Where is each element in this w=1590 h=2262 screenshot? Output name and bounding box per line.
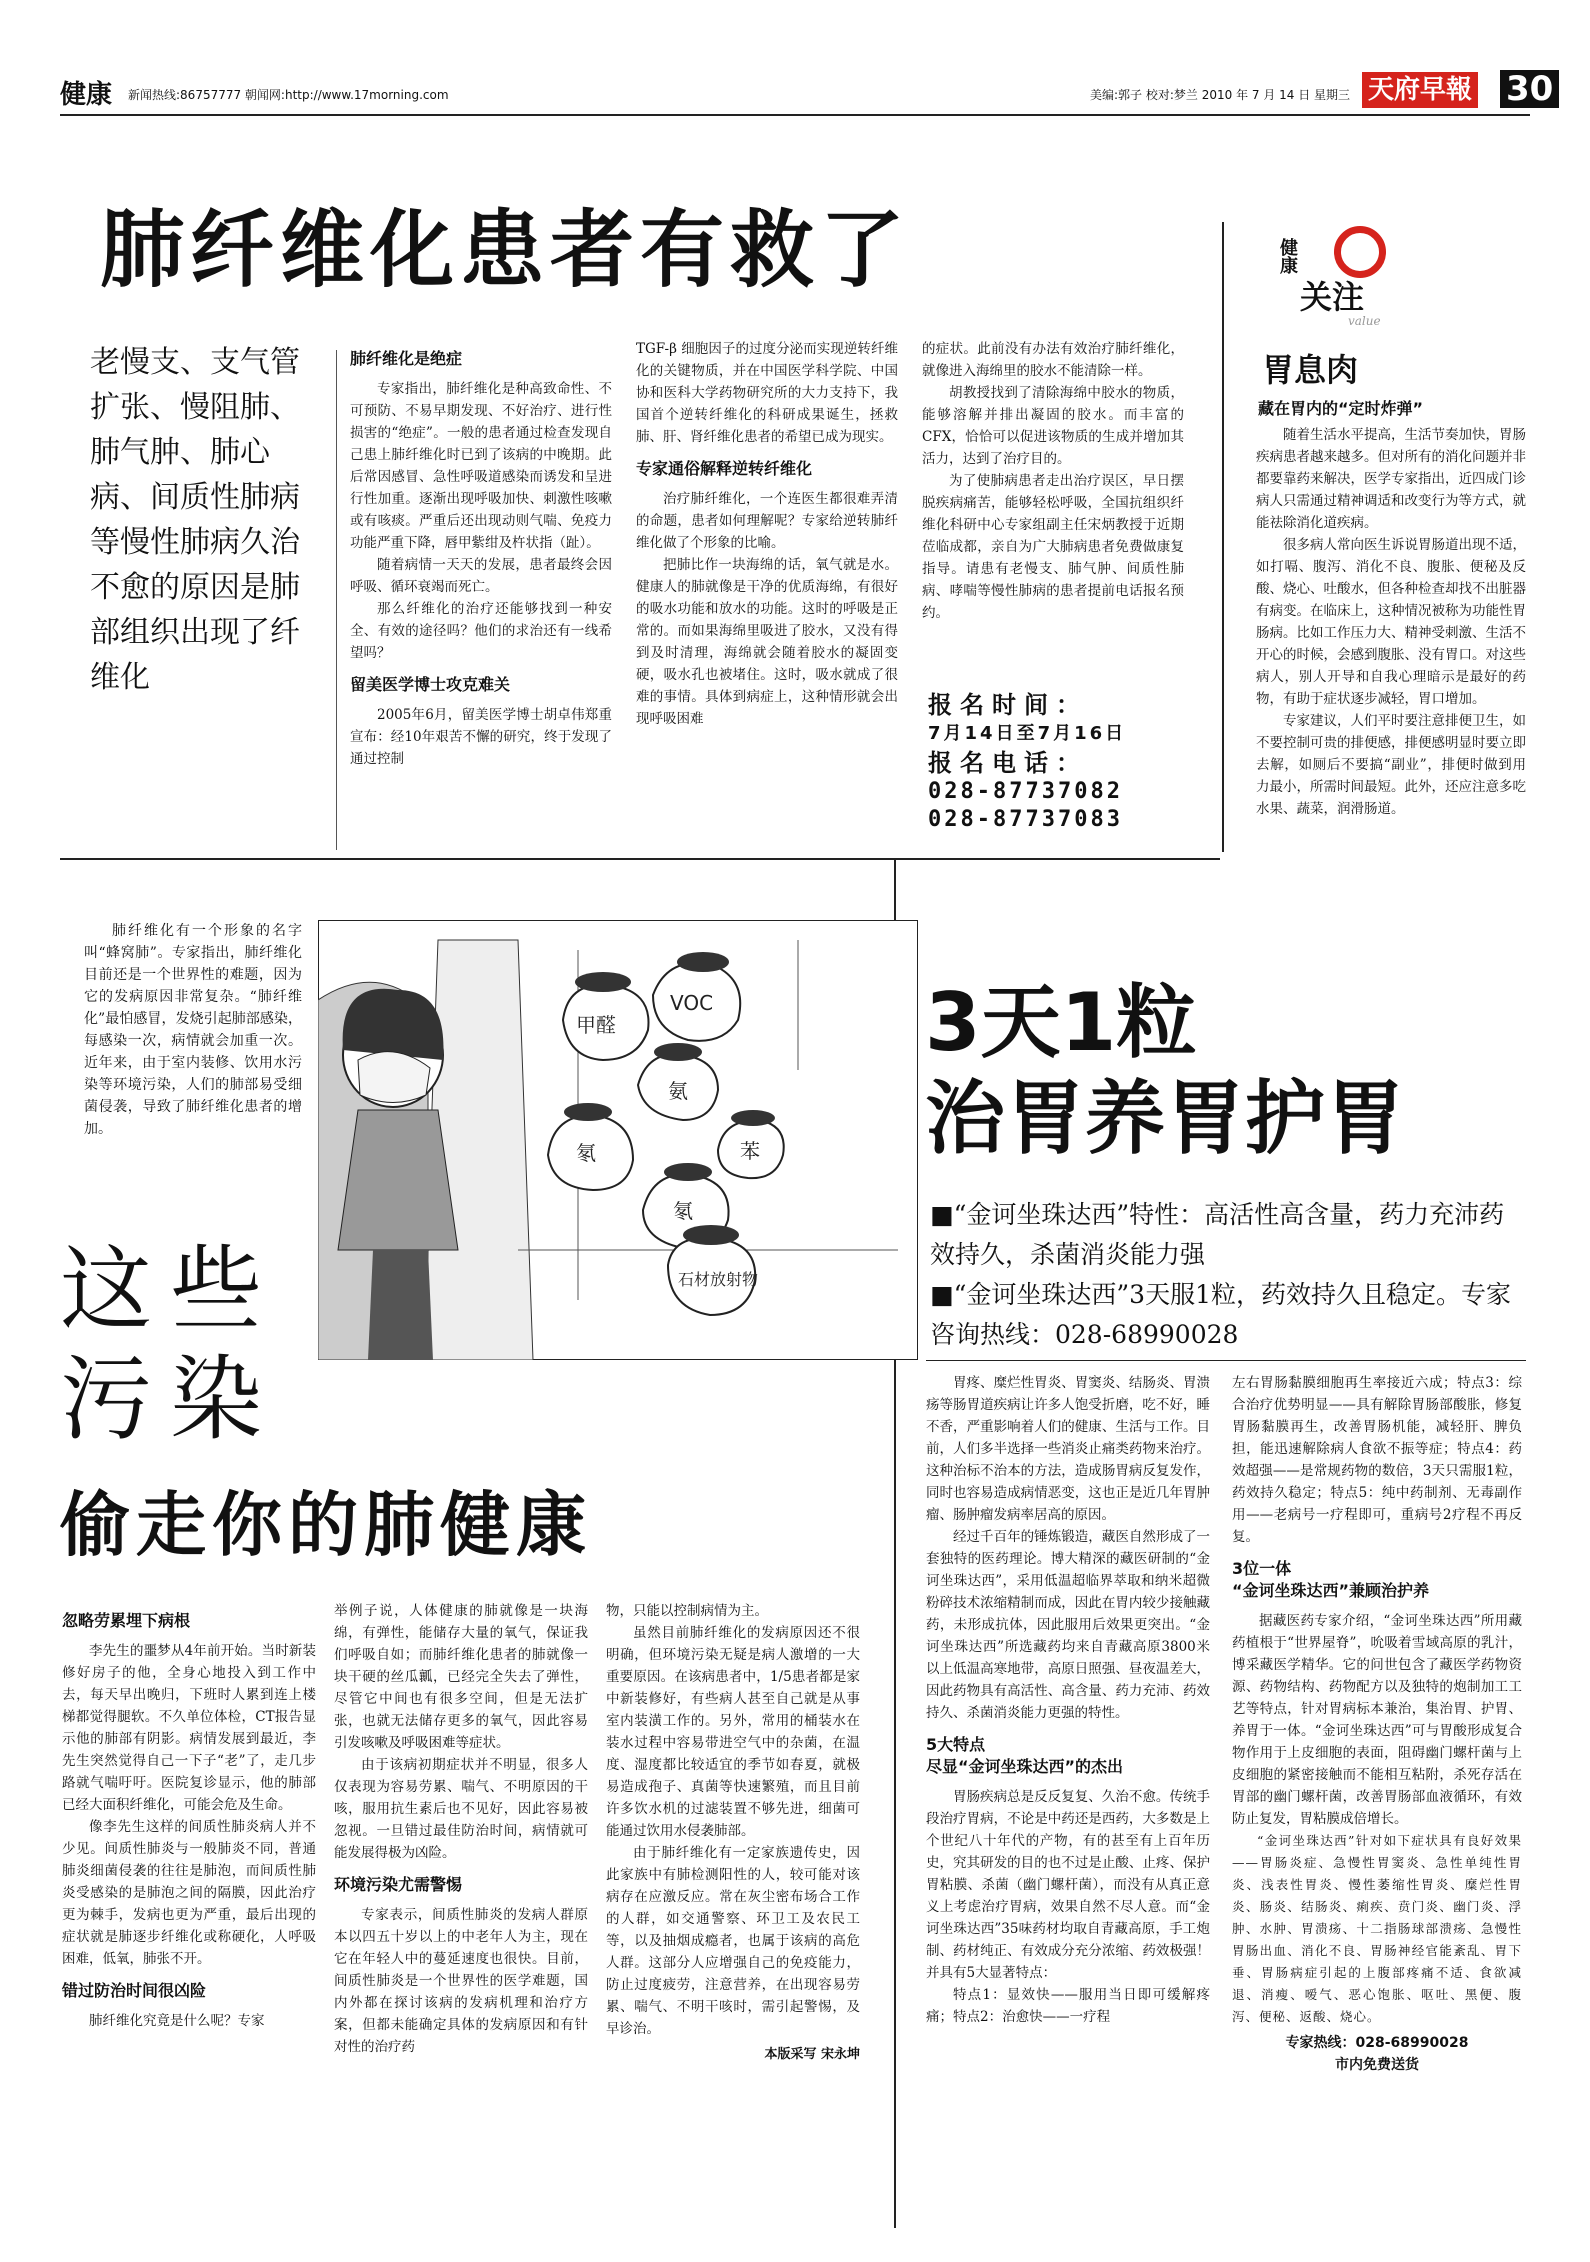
article2-column-2 <box>334 1600 588 2058</box>
registration-phone: 028-87737083 <box>928 807 1123 832</box>
paragraph: 胃肠疾病总是反反复复、久治不愈。传统手段治疗胃病，不论是中药还是西药，大多数是上个世纪八十年代的产物，有的甚至有上百年历史，究其研发的目的也不过是止酸、止疼、保护胃粘膜、杀菌（幽门螺杆菌），而没有从真正意义上考虑治疗胃病，效果自然不尽人意。而“金诃坐珠达西”35味药材均取自青藏高原，手工炮制、药材纯正、有效成分充分浓缩、药效极强！并具有5大显著特点： <box>926 1789 1210 1981</box>
column-logo-big-text: 关注 <box>1300 278 1365 316</box>
paragraph: 随着病情一天天的发展，患者最终会因呼吸、循环衰竭而死亡。 <box>350 557 612 595</box>
paragraph: 物，只能以控制病情为主。 <box>606 1603 768 1619</box>
subheading: 忽略劳累埋下病根 <box>62 1611 191 1630</box>
sidebar-subheadline: 藏在胃内的“定时炸弹” <box>1258 399 1424 418</box>
paragraph: 经过千百年的锤炼锻造，藏医自然形成了一套独特的医药理论。博大精深的藏医研制的“金诃坐珠达西”，采用低温超临界萃取和纳米超微粉碎技术浓缩精制而成，因此在胃内较少接触藏药，未形成抗体，因此服用后效果更突出。“金诃坐珠达西”所选藏药均来自青藏高原3800米以上低温高寒地带，高原日照强、昼夜温差大，因此药物具有高活性、高含量、药力充沛、药效持久、杀菌消炎能力更强的特性。 <box>926 1529 1210 1721</box>
paragraph: 特点1：显效快——服用当日即可缓解疼痛；特点2：治愈快——一疗程 <box>926 1987 1210 2025</box>
article3-headline-line1: 3天1粒 <box>925 976 1197 1069</box>
illustration-label: VOC <box>670 991 714 1015</box>
subheading: “金诃坐珠达西”兼顾治护养 <box>1232 1581 1430 1600</box>
article1-column-1 <box>350 338 612 770</box>
article2-headline-line2: 污染 <box>60 1346 281 1453</box>
paragraph: 虽然目前肺纤维化的发病原因还不很明确，但环境污染无疑是病人激增的一大重要原因。在该病患者中，1/5患者都是家中新装修好，有些病人甚至自己就是从事室内装潢工作的。另外，常用的桶装水在装水过程中容易带进空气中的杂菌，在温度、湿度都比较适宜的季节如春夏，就极易造成孢子、真菌等快速繁殖，而且目前许多饮水机的过滤装置不够先进，细菌可能通过饮用水侵袭肺部。 <box>606 1625 860 1839</box>
article3-rule <box>926 1360 1526 1361</box>
paragraph: TGF-β 细胞因子的过度分泌而实现逆转纤维化的关键物质，并在中国医学科学院、中国协和医科大学药物研究所的大力支持下，我国首个逆转纤维化的科研成果诞生，拯救肺、肝、肾纤维化患者的希望已成为现实。 <box>636 341 898 445</box>
paragraph: 专家表示，间质性肺炎的发病人群原本以四五十岁以上的中老年人为主，现在它在年轻人中的蔓延速度也很快。目前，间质性肺炎是一个世界性的医学难题，国内外都在探讨该病的发病机理和治疗方案，但都未能确定具体的发病原因和有针对性的治疗药 <box>334 1907 588 2055</box>
paragraph: 举例子说，人体健康的肺就像是一块海绵，有弹性，能储存大量的氧气，保证我们呼吸自如；而肺纤维化患者的肺就像一块干硬的丝瓜瓤，已经完全失去了弹性，尽管它中间也有很多空间，但是无法扩张，也就无法储存更多的氧气，因此容易引发咳嗽及呼吸困难等症状。 <box>334 1603 588 1751</box>
paragraph: 2005年6月，留美医学博士胡卓伟郑重宣布：经10年艰苦不懈的研究，终于发现了通过控制 <box>350 707 612 767</box>
article3-bullets <box>930 1195 1520 1355</box>
illustration-label: 氡 <box>673 1199 693 1223</box>
article2-headline-line1: 这些 <box>60 1236 281 1343</box>
article3-headline-line2: 治胃养胃护胃 <box>925 1072 1405 1165</box>
paragraph: 很多病人常向医生诉说胃肠道出现不适，如打嗝、腹泻、消化不良、腹胀、便秘及反酸、烧心、吐酸水，但各种检查却找不出脏器有病变。在临床上，这种情况被称为功能性胃肠病。比如工作压力大、精神受刺激、生活不开心的时候，会感到腹胀、没有胃口。对这些病人，别人开导和自我心理暗示是最好的药物，有助于症状逐步减轻，胃口增加。 <box>1256 537 1526 707</box>
illustration-label: 氨 <box>668 1079 688 1103</box>
subheading: 尽显“金诃坐珠达西”的杰出 <box>926 1757 1124 1776</box>
illustration-label: 甲醛 <box>576 1013 616 1037</box>
sidebar-body <box>1256 424 1526 820</box>
page-number: 30 <box>1500 70 1559 108</box>
newspaper-logo: 天府早報 <box>1362 72 1478 108</box>
section-name: 健康 <box>60 80 113 110</box>
swirl-icon <box>1334 226 1386 278</box>
article1-column-3 <box>922 338 1184 624</box>
registration-time-label: 报名时间： <box>928 691 1088 719</box>
subheading: 专家通俗解释逆转纤维化 <box>636 459 813 478</box>
sidebar-headline: 胃息肉 <box>1262 351 1359 389</box>
column-logo-english: value <box>1348 314 1381 328</box>
registration-time: 7月14日至7月16日 <box>928 723 1127 744</box>
subheading: 环境污染尤需警惕 <box>334 1875 463 1894</box>
article3-column-2 <box>1232 1372 1522 2076</box>
paragraph: 由于该病初期症状并不明显，很多人仅表现为容易劳累、喘气、不明原因的干咳，服用抗生素后也不见好，因此容易被忽视。一旦错过最佳防治时间，病情就可能发展得极为凶险。 <box>334 1757 588 1861</box>
registration-phone: 028-87737082 <box>928 779 1123 804</box>
illustration-label: 石材放射物 <box>678 1270 759 1289</box>
paragraph: 专家指出，肺纤维化是种高致命性、不可预防、不易早期发现、不好治疗、进行性损害的“绝症”。一般的患者通过检查发现自己患上肺纤维化时已到了该病的中晚期。此后常因感冒、急性呼吸道感染而诱发和呈进行性加重。逐渐出现呼吸加快、刺激性咳嗽或有咳痰。严重后还出现动则气喘、免疫力功能严重下降，唇甲紫绀及杵状指（趾）。 <box>350 381 612 551</box>
subheading: 肺纤维化是绝症 <box>350 349 463 368</box>
paragraph: 的症状。此前没有办法有效治疗肺纤维化，就像进入海绵里的胶水不能清除一样。 <box>922 341 1184 379</box>
subheading: 留美医学博士攻克难关 <box>350 675 511 694</box>
paragraph: 把肺比作一块海绵的话，氧气就是水。健康人的肺就像是干净的优质海绵，有很好的吸水功能和放水的功能。这时的呼吸是正常的。而如果海绵里吸进了胶水，又没有得到及时清理，海绵就会随着胶水的凝固变硬，吸水孔也被堵住。这时，吸水就成了很难的事情。具体到病症上，这种情形就会出现呼吸困难 <box>636 557 898 727</box>
article3-headline <box>925 975 1405 1167</box>
article1-column-2 <box>636 338 898 730</box>
paragraph: 由于肺纤维化有一定家族遗传史，因此家族中有肺检测阳性的人，较可能对该病存在应激反应。常在灰尘密布场合工作的人群，如交通警察、环卫工及农民工等，以及抽烟成瘾者，也属于该病的高危人群。这部分人应增强自己的免疫能力，防止过度疲劳，注意营养，在出现容易劳累、喘气、不明干咳时，需引起警惕，及早诊治。 <box>606 1845 860 2037</box>
bullet-point: ■“金诃坐珠达西”特性：高活性高含量，药力充沛药效持久，杀菌消炎能力强 <box>930 1200 1505 1269</box>
registration-phone-label: 报名电话： <box>928 749 1088 777</box>
paragraph: 肺纤维化究竟是什么呢？专家 <box>89 2013 265 2029</box>
registration-box <box>928 690 1188 834</box>
article2-column-1 <box>62 1600 316 2032</box>
paragraph: 专家建议，人们平时要注意排便卫生，如不要控制可贵的排便感，排便感明显时要立即去解，如厕后不要搞“副业”，排便时做到用力最小，所需时间最短。此外，还应注意多吃水果、蔬菜，润滑肠道。 <box>1256 713 1526 817</box>
paragraph: 那么纤维化的治疗还能够找到一种安全、有效的途径吗？他们的求治还有一线希望吗？ <box>350 601 612 661</box>
page-header <box>60 69 1554 110</box>
column-logo <box>1262 226 1432 346</box>
paragraph: 据藏医药专家介绍，“金诃坐珠达西”所用藏药植根于“世界屋脊”，吮吸着雪域高原的乳汁，博采藏医学精华。它的问世包含了藏医学药物资源、药物结构、药物配方以及独特的炮制加工工艺等特点，针对胃病标本兼治，集治胃、护胃、养胃于一体。“金诃坐珠达西”可与胃酸形成复合物作用于上皮细胞的表面，阻碍幽门螺杆菌与上皮细胞的紧密接触而不能相互粘附，杀死存活在胃部的幽门螺杆菌，改善胃肠部血液循环，有效防止复发，胃粘膜成倍增长。 <box>1232 1613 1522 1827</box>
illustration-pollution <box>318 920 918 1360</box>
paragraph: 为了使肺病患者走出治疗误区，早日摆脱疾病痛苦，能够轻松呼吸，全国抗组织纤维化科研中心专家组副主任宋炳教授于近期莅临成都，亲自为广大肺病患者免费做康复指导。请患有老慢支、肺气肿、间质性肺病、哮喘等慢性肺病的患者提前电话报名预约。 <box>922 473 1184 621</box>
subheading: 3位一体 <box>1232 1559 1292 1578</box>
paragraph: 随着生活水平提高，生活节奏加快，胃肠疾病患者越来越多。但对所有的消化问题并非都要靠药来解决，医学专家指出，近四成门诊病人只需通过精神调适和改变行为等方式，就能祛除消化道疾病。 <box>1256 427 1526 531</box>
subheading: 错过防治时间很凶险 <box>62 1981 207 2000</box>
expert-hotline: 专家热线：028-68990028 <box>1285 2035 1469 2051</box>
article2-column-3 <box>606 1600 860 2066</box>
article3-column-1 <box>926 1372 1210 2028</box>
newsroom-hotline: 新闻热线:86757777 朝闻网:http://www.17morning.com <box>128 88 449 102</box>
article2-lead <box>84 920 302 1140</box>
delivery-note: 市内免费送货 <box>1335 2057 1419 2073</box>
article1-headline: 肺纤维化患者有救了 <box>100 201 911 299</box>
paragraph: 胃疼、糜烂性胃炎、胃窦炎、结肠炎、胃溃疡等肠胃道疾病让许多人饱受折磨，吃不好，睡不香，严重影响着人们的健康、生活与工作。目前，人们多半选择一些消炎止痛类药物来治疗。这种治标不治本的方法，造成肠胃病反复发作，同时也容易造成病情恶变，这也正是近几年胃肿瘤、肠肿瘤发病率居高的原因。 <box>926 1375 1210 1523</box>
paragraph: 左右胃肠黏膜细胞再生率接近六成；特点3：综合治疗优势明显——具有解除胃肠部酸胀，修复胃肠黏膜再生，改善胃肠机能，减轻肝、脾负担，能迅速解除病人食欲不振等症；特点4：药效超强——是常规药物的数倍，3天只需服1粒，药效持久稳定；特点5：纯中药制剂、无毒副作用——老病号一疗程即可，重病号2疗程不再反复。 <box>1232 1375 1522 1545</box>
illustration-label: 氡 <box>576 1141 596 1165</box>
subheading: 5大特点 <box>926 1735 986 1754</box>
bullet-point: ■“金诃坐珠达西”3天服1粒，药效持久且稳定。专家咨询热线：028-68990028 <box>930 1280 1511 1349</box>
article1-intro: 老慢支、支气管扩张、慢阻肺、肺气肿、肺心病、间质性肺病等慢性肺病久治不愈的原因是肺部组织出现了纤维化 <box>90 345 300 695</box>
column-logo-small-text: 健康 <box>1277 238 1298 274</box>
sidebar-divider <box>1222 222 1224 852</box>
section-rule <box>60 858 1220 860</box>
editor-credit-date: 美编:郭子 校对:梦兰 2010 年 7 月 14 日 星期三 <box>1090 88 1351 102</box>
paragraph: 肺纤维化有一个形象的名字叫“蜂窝肺”。专家指出，肺纤维化目前还是一个世界性的难题，因为它的发病原因非常复杂。“肺纤维化”最怕感冒，发烧引起肺部感染，每感染一次，病情就会加重一次。近年来，由于室内装修、饮用水污染等环境污染，人们的肺部易受细菌侵袭，导致了肺纤维化患者的增加。 <box>84 923 302 1137</box>
paragraph: 胡教授找到了清除海绵中胶水的物质，能够溶解并排出凝固的胶水。而丰富的CFX，恰恰可以促进该物质的生成并增加其活力，达到了治疗目的。 <box>922 385 1184 467</box>
illustration-label: 苯 <box>740 1139 760 1163</box>
article2-headline-line3: 偷走你的肺健康 <box>60 1484 592 1566</box>
paragraph: 治疗肺纤维化，一个连医生都很难弄清的命题，患者如何理解呢？专家给逆转肺纤维化做了个形象的比喻。 <box>636 491 898 551</box>
header-rule <box>60 114 1530 116</box>
paragraph: 李先生的噩梦从4年前开始。当时新装修好房子的他，全身心地投入到工作中去，每天早出晚归，下班时人累到连上楼梯都觉得腿软。不久单位体检，CT报告显示他的肺部有阴影。病情发展到最近，李先生突然觉得自己一下子“老”了，走几步路就气喘吁吁。医院复诊显示，他的肺部已经大面积纤维化，可能会危及生命。 <box>62 1643 316 1813</box>
paragraph: “金诃坐珠达西”针对如下症状具有良好效果——胃肠炎症、急慢性胃窦炎、急性单纯性胃炎、浅表性胃炎、慢性萎缩性胃炎、糜烂性胃炎、肠炎、结肠炎、痢疾、贲门炎、幽门炎、浮肿、水肿、胃溃疡、十二指肠球部溃疡、急慢性胃肠出血、消化不良、胃肠神经官能紊乱、胃下垂、胃肠病症引起的上腹部疼痛不适、食欲减退、消瘦、嗳气、恶心饱胀、呕吐、黑便、腹泻、便秘、返酸、烧心。 <box>1232 1833 1522 2024</box>
column-divider <box>336 350 337 850</box>
byline: 本版采写 宋永坤 <box>764 2047 860 2062</box>
paragraph: 像李先生这样的间质性肺炎病人并不少见。间质性肺炎与一般肺炎不同，普通肺炎细菌侵袭的往往是肺泡，而间质性肺炎受感染的是肺泡之间的隔膜，因此治疗更为棘手，发病也更为严重，最后出现的症状就是肺逐步纤维化或称硬化，人呼吸困难，低氧，肺张不开。 <box>62 1819 316 1967</box>
